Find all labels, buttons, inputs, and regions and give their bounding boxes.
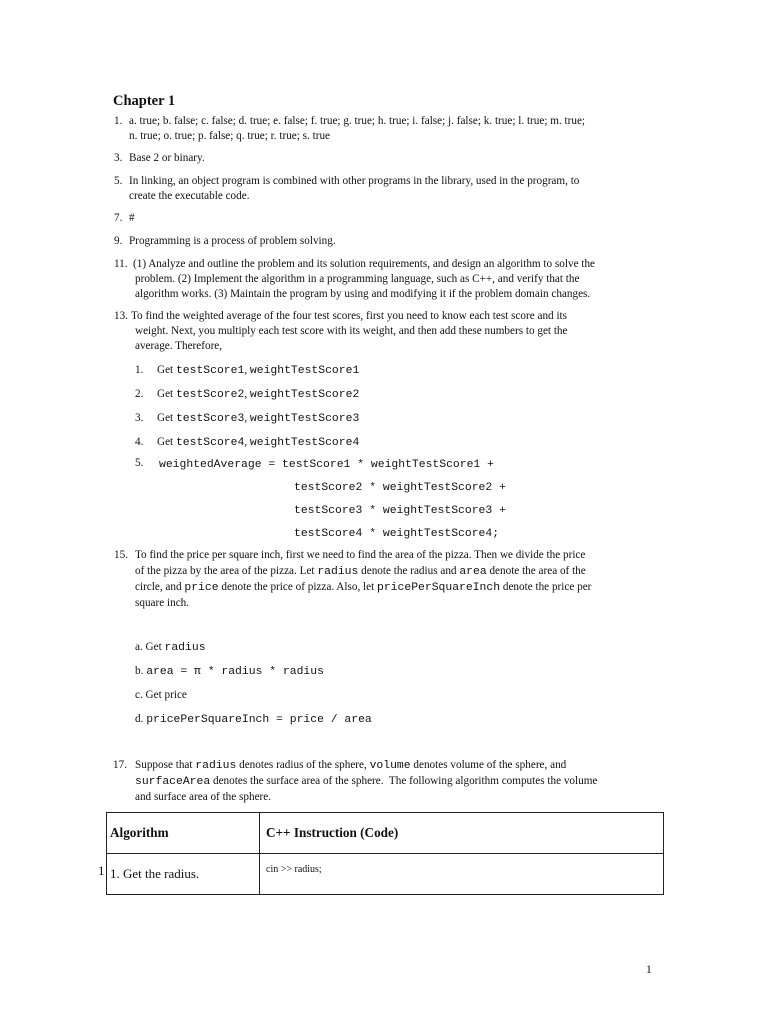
algorithm-table <box>106 812 664 895</box>
answer-text: create the executable code. <box>129 190 250 202</box>
answer-text: surfaceArea denotes the surface area of the sphere. The following algorithm computes the volume <box>135 775 598 788</box>
answer-text: To find the weighted average of the four test scores, first you need to know each test score and its <box>131 310 568 322</box>
item-number: 17. <box>113 759 127 771</box>
step-number: 1. <box>135 364 144 376</box>
code-cell: cin >> radius; <box>260 854 664 895</box>
step-number: 3. <box>135 412 144 424</box>
step-number: 5. <box>135 457 144 469</box>
answer-text: Programming is a process of problem solving. <box>129 235 336 247</box>
code-term: weightTestScore3 <box>249 413 360 425</box>
margin-mark: 1 <box>98 863 105 878</box>
item-number: 5. <box>114 175 123 187</box>
chapter-title: Chapter 1 <box>113 93 176 109</box>
pizza-step: c. Get price <box>135 689 187 701</box>
answer-text: problem. (2) Implement the algorithm in a programming language, such as C++, and verify that the <box>135 273 580 285</box>
page-number: 1 <box>646 964 652 976</box>
item-number: 15. <box>114 549 128 561</box>
code-term: area <box>459 566 487 578</box>
code-term: surfaceArea <box>135 776 211 788</box>
answer-text: algorithm works. (3) Maintain the program by using and modifying it if the problem domain changes. <box>135 288 591 300</box>
item-number: 9. <box>114 235 123 247</box>
code-line: testScore2 * weightTestScore2 + <box>294 482 506 494</box>
item-number: 1. <box>114 115 123 127</box>
pizza-step: b. area = π * radius * radius <box>135 665 324 678</box>
item-number: 7. <box>114 212 123 224</box>
code-term: testScore2 <box>175 389 245 401</box>
code-term: testScore4 <box>175 437 245 449</box>
code-term: price <box>184 582 219 594</box>
item-number: 13. <box>114 310 128 322</box>
code-term: radius <box>317 566 359 578</box>
pizza-step: a. Get radius <box>135 641 206 654</box>
table-row <box>107 854 664 895</box>
answer-text: weight. Next, you multiply each test score with its weight, and then add these numbers to get the <box>135 325 568 337</box>
answer-text: average. Therefore, <box>135 340 223 352</box>
code-term: weightTestScore2 <box>249 389 360 401</box>
algorithm-step: Get testScore4, weightTestScore4 <box>157 436 360 449</box>
code-term: testScore3 <box>175 413 245 425</box>
answer-text: circle, and price denote the price of pizza. Also, let pricePerSquareInch denote the price per <box>135 581 592 594</box>
code-line: testScore3 * weightTestScore3 + <box>294 505 506 517</box>
answer-text: Base 2 or binary. <box>129 152 205 164</box>
answer-text: # <box>129 212 135 224</box>
code-term: area = π * radius * radius <box>146 666 324 678</box>
answer-text: a. true; b. false; c. false; d. true; e. false; f. true; g. true; h. true; i. false; j. false; k. true; l. true; m. true; <box>129 115 586 127</box>
algorithm-step: Get testScore1, weightTestScore1 <box>157 364 360 377</box>
table-header-cell: C++ Instruction (Code) <box>260 813 664 854</box>
answer-text: of the pizza by the area of the pizza. Let radius denote the radius and area denote the area of the <box>135 565 586 578</box>
code-term: weightTestScore4 <box>249 437 360 449</box>
step-number: 4. <box>135 436 144 448</box>
code-term: price <box>164 689 187 701</box>
algorithm-step: Get testScore3, weightTestScore3 <box>157 412 360 425</box>
table-header-row <box>107 813 664 854</box>
answer-text: (1) Analyze and outline the problem and its solution requirements, and design an algorithm to solve the <box>133 258 596 270</box>
code-term: radius <box>164 642 206 654</box>
code-line: weightedAverage = testScore1 * weightTestScore1 + <box>159 459 494 471</box>
code-term: testScore1 <box>175 365 245 377</box>
code-term: pricePerSquareInch <box>377 582 501 594</box>
code-term: weightTestScore1 <box>249 365 360 377</box>
answer-text: Suppose that radius denotes radius of the sphere, volume denotes volume of the sphere, and <box>135 759 567 772</box>
code-line: testScore4 * weightTestScore4; <box>294 528 500 540</box>
step-number: 2. <box>135 388 144 400</box>
answer-text: square inch. <box>135 597 190 609</box>
answer-text: In linking, an object program is combined with other programs in the library, used in the program, to <box>129 175 580 187</box>
algorithm-step: Get testScore2, weightTestScore2 <box>157 388 360 401</box>
item-number: 11. <box>114 258 128 270</box>
pizza-step: d. pricePerSquareInch = price / area <box>135 713 372 726</box>
answer-text: n. true; o. true; p. false; q. true; r. true; s. true <box>129 130 331 142</box>
table-header-cell: Algorithm <box>107 813 260 854</box>
algorithm-step-cell: 1. Get the radius. <box>107 854 260 895</box>
code-term: pricePerSquareInch = price / area <box>146 714 372 726</box>
answer-text: To find the price per square inch, first we need to find the area of the pizza. Then we divide the price <box>135 549 586 561</box>
answer-text: and surface area of the sphere. <box>135 791 272 803</box>
code-term: radius <box>195 760 237 772</box>
code-term: volume <box>369 760 411 772</box>
item-number: 3. <box>114 152 123 164</box>
